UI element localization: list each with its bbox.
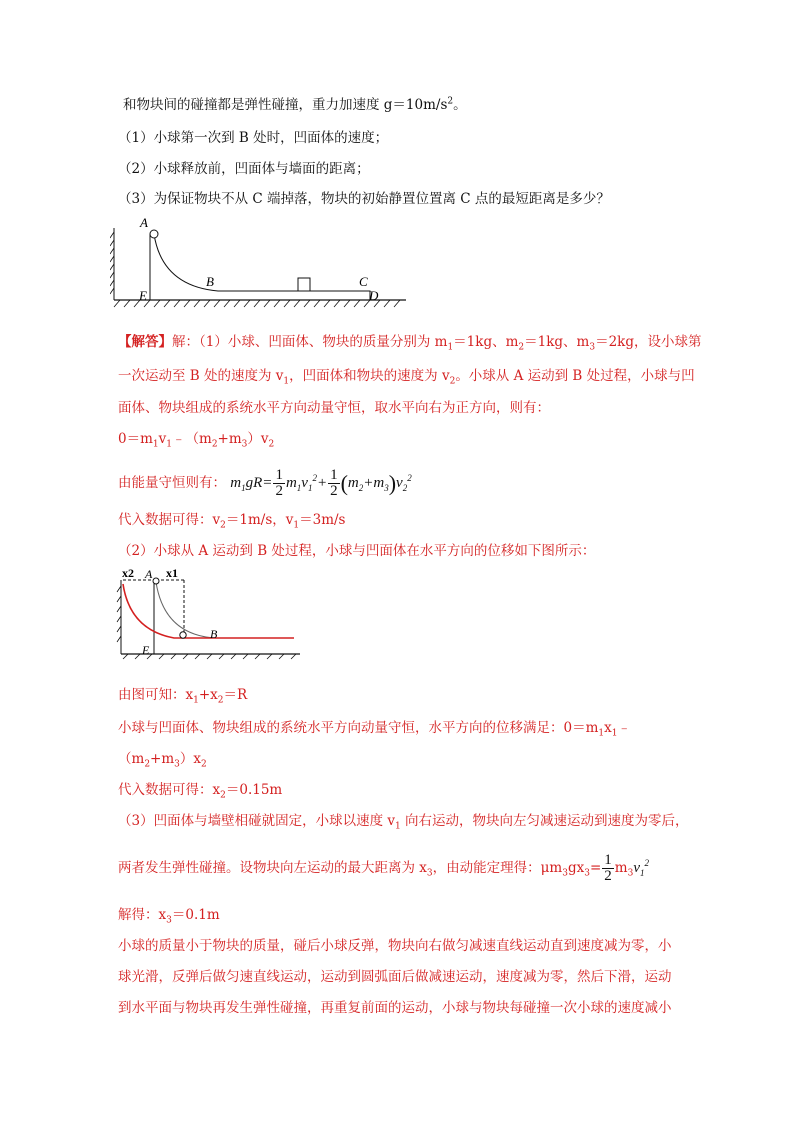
text-span: m	[614, 860, 628, 876]
text-span: 解：（1）小球、凹面体、物块的质量分别为 m	[172, 334, 448, 350]
text-span: ，由动能定理得：μm	[432, 860, 563, 876]
text-span: 一次运动至 B 处的速度为 v	[118, 368, 284, 384]
text-span: ＝0.1m	[171, 907, 220, 923]
question-3: （3）为保证物块不从 C 端掉落，物块的初始静置位置离 C 点的最短距离是多少？	[118, 191, 610, 207]
ball-icon	[150, 230, 158, 238]
momentum-displacement-line-1: 小球与凹面体、物块组成的系统水平方向动量守恒，水平方向的位移满足：$0=m_1x_1﹣$	[118, 720, 631, 739]
label-b2: B	[210, 627, 218, 641]
figure-conclusion: 由图可知：$x_1+x_2=R$	[118, 687, 248, 706]
intro-line-1	[123, 96, 467, 114]
label-a: A	[140, 215, 148, 230]
text-span: ﹣	[617, 720, 631, 736]
fraction-half: $\frac{1}{2}$	[275, 467, 283, 499]
label-e: E	[139, 288, 147, 303]
text-span: 代入数据可得：x	[118, 782, 221, 798]
label-x2: x2	[122, 566, 134, 580]
solution-line-2: 一次运动至 B 处的速度为 $v_1$，凹面体和物块的速度为 $v_2$。小球从 A 运动到 B 处过程，小球与凹	[118, 368, 695, 387]
text-span: +x	[198, 687, 218, 703]
solution-line-3: 面体、物块组成的系统水平方向动量守恒，取水平向右为正方向，则有：	[118, 400, 550, 416]
answer-tag: 【解答】	[118, 334, 172, 350]
exponent: 2	[447, 96, 454, 107]
part-3-line-2: 两者发生弹性碰撞。设物块向左运动的最大距离为 $x_3$，由动能定理得：$\mu m_3gx_3=$ $\frac{1}{2}$ $m_3v_1^2$	[118, 852, 649, 884]
equation-momentum: $0=m_1v_1﹣(m_2+m_3)v_2$	[118, 431, 275, 450]
text-span: ＝3m/s	[299, 512, 346, 528]
solution-line-1: 【解答】解：（1）小球、凹面体、物块的质量分别为 $m_1=1kg$、$m_2=1kg$、$m_3=2kg$，设小球第	[118, 334, 702, 353]
momentum-displacement-line-2: $(m_2+m_3)x_2$	[118, 751, 207, 770]
text-span: 由能量守恒则有：	[118, 475, 226, 491]
text-span: 由图可知：x	[118, 687, 194, 703]
intro-line-1-end: 。	[453, 97, 467, 113]
figure-1-diagram	[110, 214, 410, 310]
text-span: =	[589, 860, 602, 876]
label-c: C	[359, 274, 368, 289]
text-span: （3）凹面体与墙壁相碰就固定，小球以速度 v	[118, 813, 396, 829]
text-span: ＝2kg，设小球第	[595, 334, 702, 350]
fraction-half: $\frac{1}{2}$	[604, 852, 612, 884]
text-span: ，凹面体和物块的速度为 v	[289, 368, 450, 384]
text-span: ﹣（m	[172, 431, 212, 447]
label-d: D	[369, 288, 379, 303]
text-span: 0＝m	[118, 431, 153, 447]
part-3-line-1: （3）凹面体与墙壁相碰就固定，小球以速度 $v_1$ 向右运动，物块向左匀减速运动到速度为零后，	[118, 813, 689, 832]
figure-2-diagram	[114, 566, 304, 660]
fraction-half: $\frac{1}{2}$	[330, 467, 338, 499]
text-span: 解得：x	[118, 907, 167, 923]
text-span: 向右运动，物块向左匀减速运动到速度为零后，	[400, 813, 689, 829]
question-1: （1）小球第一次到 B 处时，凹面体的速度；	[118, 130, 389, 146]
result-3: 解得：$x_3=0.1m$	[118, 907, 220, 926]
energy-formula: $m_1gR=$	[230, 475, 273, 493]
text-span: x	[604, 720, 612, 736]
final-paragraph-line-1: 小球的质量小于物块的质量，碰后小球反弹，物块向右做匀减速直线运动直到速度减为零，小	[118, 938, 672, 954]
text-span: ）v	[247, 431, 269, 447]
intro-line-1-text: 和物块间的碰撞都是弹性碰撞，重力加速度 g＝10m/s	[123, 97, 448, 113]
text-span: 两者发生弹性碰撞。设物块向左运动的最大距离为 x	[118, 860, 427, 876]
label-e2: E	[142, 643, 150, 657]
text-span: ＝1kg、m	[524, 334, 590, 350]
ball-start-icon	[153, 578, 159, 584]
question-2: （2）小球释放前，凹面体与墙面的距离；	[118, 161, 370, 177]
text-span: ）x	[179, 751, 202, 767]
part-2-heading: （2）小球从 A 运动到 B 处过程，小球与凹面体在水平方向的位移如下图所示：	[118, 543, 596, 559]
block-icon	[298, 278, 310, 291]
text-span: 。小球从 A 运动到 B 处过程，小球与凹	[455, 368, 695, 384]
text-span: ＝0.15m	[225, 782, 283, 798]
text-span: ＝R	[223, 687, 248, 703]
text-span: +m	[150, 751, 175, 767]
result-2: 代入数据可得：$x_2=0.15m$	[118, 782, 283, 801]
text-span: （m	[118, 751, 145, 767]
text-span: v	[158, 431, 167, 447]
label-a2: A	[145, 567, 153, 581]
text-span: 小球与凹面体、物块组成的系统水平方向动量守恒，水平方向的位移满足：0＝m	[118, 720, 599, 736]
final-paragraph-line-2: 球光滑，反弹后做匀速直线运动，运动到圆弧面后做减速运动，速度减为零，然后下滑，运动	[118, 969, 672, 985]
text-span: +m	[217, 431, 242, 447]
equation-energy: 由能量守恒则有： $m_1gR=$ $\frac{1}{2}$ $m_1v_1^2+$ $\frac{1}{2}$ $(m_2+m_3)v_2^2$	[118, 467, 412, 499]
label-x1: x1	[166, 566, 178, 580]
text-span: ＝1m/s，v	[225, 512, 294, 528]
text-span: ＝1kg、m	[453, 334, 519, 350]
result-1: 代入数据可得：$v_2=1m/s$，$v_1=3m/s$	[118, 512, 346, 531]
final-paragraph-line-3: 到水平面与物块再发生弹性碰撞，再重复前面的运动，小球与物块每碰撞一次小球的速度减小	[118, 1000, 672, 1016]
text-span: gx	[567, 860, 585, 876]
text-span: 代入数据可得：v	[118, 512, 221, 528]
label-b: B	[206, 274, 214, 289]
ball-end-icon	[180, 632, 186, 638]
